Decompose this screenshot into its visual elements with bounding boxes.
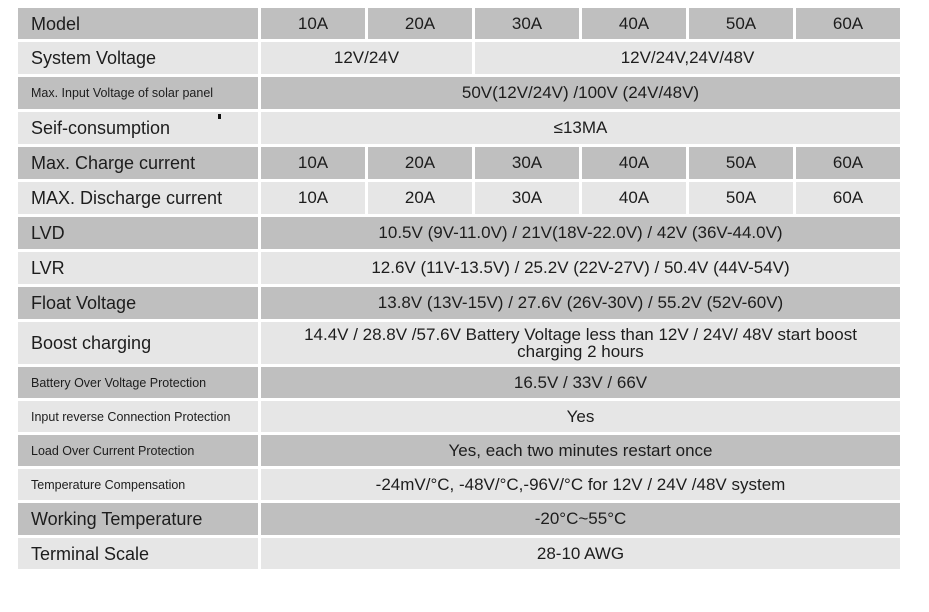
spec-value: 20A bbox=[368, 182, 475, 217]
spec-row bbox=[18, 42, 900, 77]
spec-label: Boost charging bbox=[18, 322, 261, 367]
spec-row bbox=[18, 322, 900, 367]
spec-label: MAX. Discharge current bbox=[18, 182, 261, 217]
spec-row bbox=[18, 8, 900, 42]
spec-label: Seif-consumption bbox=[18, 112, 261, 147]
spec-row bbox=[18, 147, 900, 182]
spec-value: -24mV/°C, -48V/°C,-96V/°C for 12V / 24V /48V system bbox=[261, 469, 900, 503]
spec-label: Load Over Current Protection bbox=[18, 435, 261, 469]
spec-row bbox=[18, 252, 900, 287]
spec-label: Max. Input Voltage of solar panel bbox=[18, 77, 261, 112]
spec-label: LVD bbox=[18, 217, 261, 252]
spec-value: 50V(12V/24V) /100V (24V/48V) bbox=[261, 77, 900, 112]
spec-value: Yes, each two minutes restart once bbox=[261, 435, 900, 469]
spec-value: 14.4V / 28.8V /57.6V Battery Voltage less than 12V / 24V/ 48V start boost charging 2 hours bbox=[261, 322, 900, 367]
spec-value: 10.5V (9V-11.0V) / 21V(18V-22.0V) / 42V (36V-44.0V) bbox=[261, 217, 900, 252]
spec-value: 16.5V / 33V / 66V bbox=[261, 367, 900, 401]
specification-table bbox=[18, 8, 900, 572]
spec-label: Float Voltage bbox=[18, 287, 261, 322]
spec-row bbox=[18, 112, 900, 147]
spec-label: Terminal Scale bbox=[18, 538, 261, 572]
spec-value: Yes bbox=[261, 401, 900, 435]
spec-value: 20A bbox=[368, 8, 475, 42]
spec-value: ≤13MA bbox=[261, 112, 900, 147]
spec-row bbox=[18, 503, 900, 538]
spec-value: 30A bbox=[475, 182, 582, 217]
spec-value: 28-10 AWG bbox=[261, 538, 900, 572]
spec-value: 50A bbox=[689, 182, 796, 217]
spec-value: 30A bbox=[475, 147, 582, 182]
spec-value: 40A bbox=[582, 147, 689, 182]
spec-value: 50A bbox=[689, 8, 796, 42]
spec-row bbox=[18, 469, 900, 503]
spec-row bbox=[18, 435, 900, 469]
spec-row bbox=[18, 77, 900, 112]
spec-label: Battery Over Voltage Protection bbox=[18, 367, 261, 401]
spec-label: System Voltage bbox=[18, 42, 261, 77]
spec-value: 30A bbox=[475, 8, 582, 42]
spec-row bbox=[18, 538, 900, 572]
spec-value: 12V/24V,24V/48V bbox=[475, 42, 900, 77]
spec-row bbox=[18, 401, 900, 435]
spec-value: 10A bbox=[261, 182, 368, 217]
spec-value: 10A bbox=[261, 8, 368, 42]
spec-label: Model bbox=[18, 8, 261, 42]
spec-value: 60A bbox=[796, 8, 900, 42]
spec-value: 20A bbox=[368, 147, 475, 182]
spec-value: 12V/24V bbox=[261, 42, 475, 77]
spec-value: 13.8V (13V-15V) / 27.6V (26V-30V) / 55.2V (52V-60V) bbox=[261, 287, 900, 322]
spec-row bbox=[18, 287, 900, 322]
spec-value: 40A bbox=[582, 8, 689, 42]
spec-value: 10A bbox=[261, 147, 368, 182]
specification-table-body bbox=[18, 8, 900, 572]
stray-mark bbox=[218, 114, 221, 119]
spec-value: 50A bbox=[689, 147, 796, 182]
spec-label: Max. Charge current bbox=[18, 147, 261, 182]
spec-value: 40A bbox=[582, 182, 689, 217]
spec-label: LVR bbox=[18, 252, 261, 287]
spec-value: -20°C~55°C bbox=[261, 503, 900, 538]
spec-row bbox=[18, 367, 900, 401]
spec-label: Working Temperature bbox=[18, 503, 261, 538]
spec-value: 12.6V (11V-13.5V) / 25.2V (22V-27V) / 50.4V (44V-54V) bbox=[261, 252, 900, 287]
spec-value: 60A bbox=[796, 182, 900, 217]
spec-label: Temperature Compensation bbox=[18, 469, 261, 503]
spec-value: 60A bbox=[796, 147, 900, 182]
spec-label: Input reverse Connection Protection bbox=[18, 401, 261, 435]
spec-row bbox=[18, 217, 900, 252]
spec-row bbox=[18, 182, 900, 217]
